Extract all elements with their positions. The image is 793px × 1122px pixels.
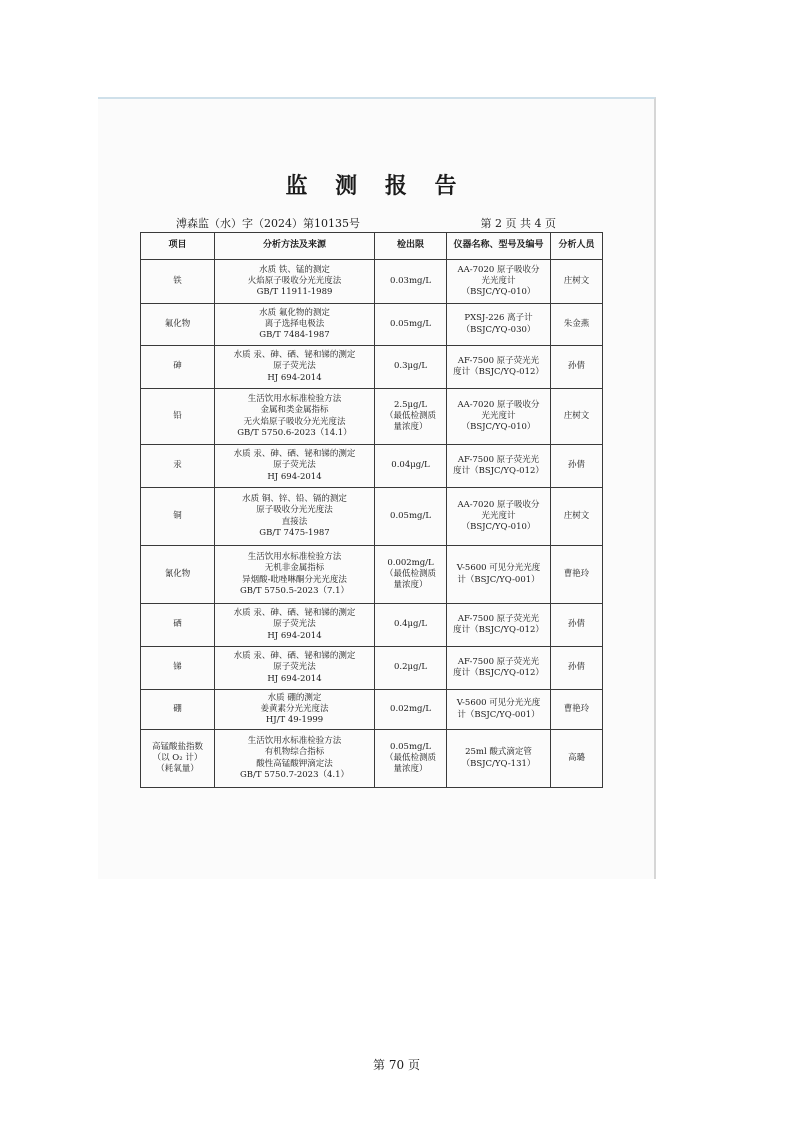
table-row: [141, 346, 603, 389]
cell-analyst: 孙倩: [551, 346, 603, 389]
cell-item: 硒: [141, 604, 215, 647]
header-instrument: 仪器名称、型号及编号: [447, 233, 551, 260]
cell-method: 生活饮用水标准检验方法 有机物综合指标 酸性高锰酸钾滴定法 GB/T 5750.7-2023（4.1）: [215, 730, 375, 788]
monitoring-table: [140, 232, 603, 788]
cell-instrument: V-5600 可见分光光度 计（BSJC/YQ-001）: [447, 546, 551, 604]
table-row: [141, 304, 603, 346]
cell-item: 汞: [141, 445, 215, 488]
cell-method: 水质 铜、锌、铅、镉的测定 原子吸收分光光度法 直接法 GB/T 7475-1987: [215, 488, 375, 546]
table-row: [141, 546, 603, 604]
header-method: 分析方法及来源: [215, 233, 375, 260]
cell-instrument: AA-7020 原子吸收分 光光度计 （BSJC/YQ-010）: [447, 260, 551, 304]
cell-limit: 0.02mg/L: [375, 690, 447, 730]
table-row: [141, 690, 603, 730]
cell-instrument: AF-7500 原子荧光光 度计（BSJC/YQ-012）: [447, 445, 551, 488]
document-number: 溥森监（水）字（2024）第10135号: [176, 217, 360, 230]
cell-limit: 0.3μg/L: [375, 346, 447, 389]
cell-limit: 0.05mg/L （最低检测质 量浓度）: [375, 730, 447, 788]
table-row: [141, 647, 603, 690]
cell-method: 水质 硼的测定 姜黄素分光光度法 HJ/T 49-1999: [215, 690, 375, 730]
header-item: 项目: [141, 233, 215, 260]
page-number-footer: 第 70 页: [373, 1058, 420, 1072]
cell-method: 水质 汞、砷、硒、铋和锑的测定 原子荧光法 HJ 694-2014: [215, 346, 375, 389]
cell-analyst: 庄树文: [551, 389, 603, 445]
cell-analyst: 曹艳玲: [551, 690, 603, 730]
cell-instrument: PXSJ-226 离子计 （BSJC/YQ-030）: [447, 304, 551, 346]
table-row: [141, 260, 603, 304]
cell-limit: 0.04μg/L: [375, 445, 447, 488]
scanned-report-page: [98, 97, 656, 879]
cell-limit: 0.03mg/L: [375, 260, 447, 304]
cell-method: 水质 汞、砷、硒、铋和锑的测定 原子荧光法 HJ 694-2014: [215, 647, 375, 690]
cell-analyst: 高璐: [551, 730, 603, 788]
cell-item: 氰化物: [141, 546, 215, 604]
cell-instrument: AF-7500 原子荧光光 度计（BSJC/YQ-012）: [447, 647, 551, 690]
cell-limit: 2.5μg/L （最低检测质 量浓度）: [375, 389, 447, 445]
cell-item: 铁: [141, 260, 215, 304]
cell-instrument: 25ml 酸式滴定管 （BSJC/YQ-131）: [447, 730, 551, 788]
table-row: [141, 604, 603, 647]
table-row: [141, 389, 603, 445]
cell-method: 水质 氟化物的测定 离子选择电极法 GB/T 7484-1987: [215, 304, 375, 346]
cell-limit: 0.002mg/L （最低检测质 量浓度）: [375, 546, 447, 604]
cell-item: 砷: [141, 346, 215, 389]
cell-method: 生活饮用水标准检验方法 金属和类金属指标 无火焰原子吸收分光光度法 GB/T 5750.6-2023（14.1）: [215, 389, 375, 445]
report-title: 监 测 报 告: [285, 173, 467, 199]
cell-item: 高锰酸盐指数 （以 O₂ 计） （耗氧量）: [141, 730, 215, 788]
table-row: [141, 488, 603, 546]
cell-limit: 0.4μg/L: [375, 604, 447, 647]
cell-analyst: 曹艳玲: [551, 546, 603, 604]
cell-analyst: 庄树文: [551, 260, 603, 304]
cell-item: 铜: [141, 488, 215, 546]
cell-analyst: 庄树文: [551, 488, 603, 546]
cell-method: 生活饮用水标准检验方法 无机非金属指标 异烟酸-吡唑啉酮分光光度法 GB/T 5750.5-2023（7.1）: [215, 546, 375, 604]
cell-item: 锑: [141, 647, 215, 690]
cell-analyst: 孙倩: [551, 604, 603, 647]
cell-analyst: 朱金燕: [551, 304, 603, 346]
cell-item: 氟化物: [141, 304, 215, 346]
cell-instrument: AA-7020 原子吸收分 光光度计 （BSJC/YQ-010）: [447, 389, 551, 445]
header-analyst: 分析人员: [551, 233, 603, 260]
cell-analyst: 孙倩: [551, 647, 603, 690]
cell-method: 水质 铁、锰的测定 火焰原子吸收分光光度法 GB/T 11911-1989: [215, 260, 375, 304]
table-header-row: [141, 233, 603, 260]
page-info: 第 2 页 共 4 页: [480, 217, 556, 230]
cell-limit: 0.05mg/L: [375, 488, 447, 546]
cell-instrument: AF-7500 原子荧光光 度计（BSJC/YQ-012）: [447, 346, 551, 389]
cell-instrument: AA-7020 原子吸收分 光光度计 （BSJC/YQ-010）: [447, 488, 551, 546]
table-row: [141, 445, 603, 488]
cell-method: 水质 汞、砷、硒、铋和锑的测定 原子荧光法 HJ 694-2014: [215, 604, 375, 647]
cell-analyst: 孙倩: [551, 445, 603, 488]
header-limit: 检出限: [375, 233, 447, 260]
table-row: [141, 730, 603, 788]
cell-limit: 0.05mg/L: [375, 304, 447, 346]
cell-instrument: V-5600 可见分光光度 计（BSJC/YQ-001）: [447, 690, 551, 730]
cell-instrument: AF-7500 原子荧光光 度计（BSJC/YQ-012）: [447, 604, 551, 647]
cell-limit: 0.2μg/L: [375, 647, 447, 690]
cell-method: 水质 汞、砷、硒、铋和锑的测定 原子荧光法 HJ 694-2014: [215, 445, 375, 488]
cell-item: 铅: [141, 389, 215, 445]
cell-item: 硼: [141, 690, 215, 730]
